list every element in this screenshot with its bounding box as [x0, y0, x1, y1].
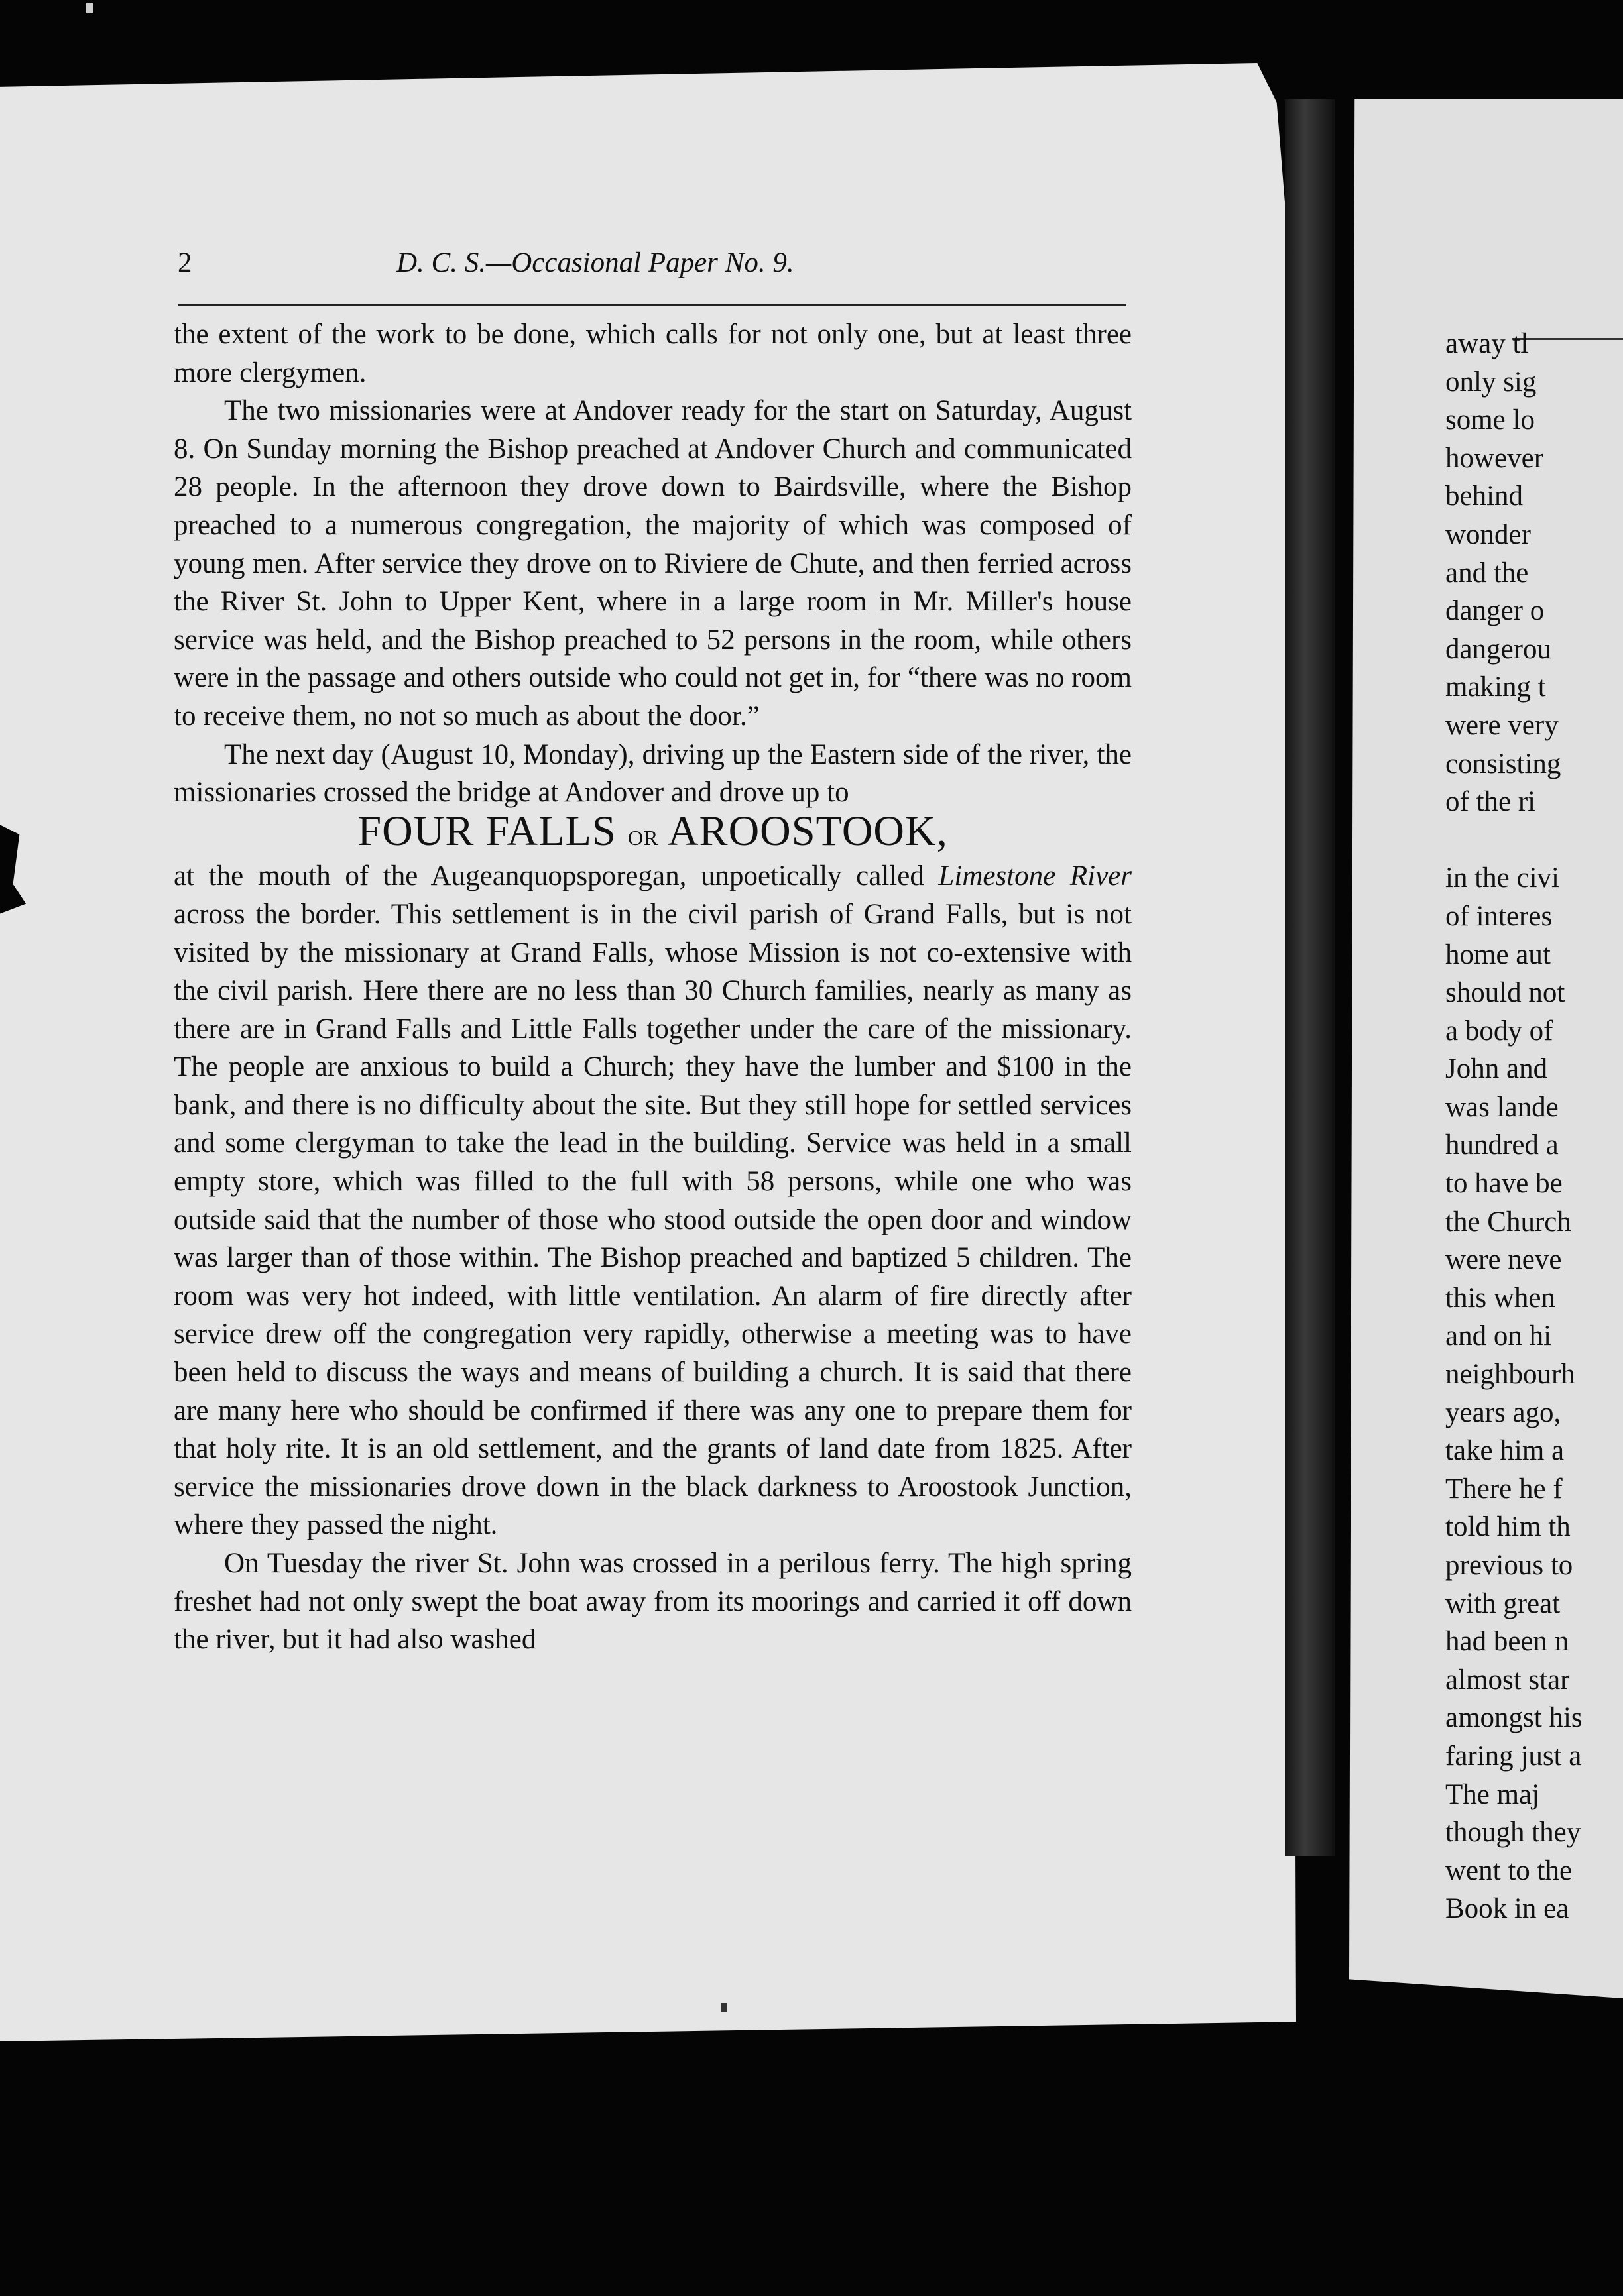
right-page-line: with great — [1445, 1587, 1561, 1619]
right-page-line: Book in ea — [1445, 1893, 1569, 1925]
right-page-line: this when — [1445, 1282, 1556, 1314]
paragraph-andover: The two missionaries were at Andover ready for the start on Saturday, August 8. On Sunday morning the Bishop preached at Andover Church and communicated 28 people. In the afternoon they drove down to Bairdsville, where the Bishop preached to a numerous congregation, the majority of which was composed of young men. After service they drove on to Riviere de Chute, and then ferried across the River St. John to Upper Kent, where in a large room in Mr. Miller's house service was held, and the Bishop preached to 52 persons in the room, while others were in the passage and others outside who could not get in, for “there was no room to receive them, no not so much as about the door.” — [174, 395, 1132, 732]
right-page-line: home aut — [1445, 939, 1551, 970]
right-page-line: some lo — [1445, 404, 1535, 436]
right-page-line: neighbourh — [1445, 1359, 1575, 1391]
right-page-line: danger o — [1445, 595, 1545, 627]
right-page-line: should not — [1445, 977, 1565, 1009]
running-title: D. C. S.—Occasional Paper No. 9. — [396, 247, 794, 278]
right-page-line: though they — [1445, 1817, 1581, 1849]
right-page-line: The maj — [1445, 1778, 1540, 1810]
right-page-line: and on hi — [1445, 1320, 1552, 1352]
right-page-line: a body of — [1445, 1015, 1553, 1047]
right-page-line: take him a — [1445, 1435, 1565, 1467]
heading-part-1: FOUR FALLS — [357, 807, 617, 854]
paragraph-tuesday: On Tuesday the river St. John was crossed in a perilous ferry. The high spring freshet had not only swept the boat away from its moorings and carried it off down the river, but it had also washed — [174, 1548, 1132, 1656]
right-page-line: however — [1445, 442, 1544, 474]
right-page-text — [1445, 325, 1623, 1928]
right-page-line: told him th — [1445, 1511, 1571, 1543]
right-page-line: was lande — [1445, 1091, 1559, 1123]
right-page-line: of interes — [1445, 900, 1553, 932]
heading-conjunction: OR — [627, 825, 659, 850]
right-page-line: were neve — [1445, 1244, 1562, 1276]
page-number: 2 — [178, 247, 192, 278]
header-rule — [178, 304, 1126, 306]
paragraph-lead: at the mouth of the Augeanquopsporegan, unpoetically called — [174, 860, 939, 892]
right-page-line: consisting — [1445, 748, 1561, 779]
right-page-line: and the — [1445, 557, 1529, 589]
right-page-line: John and — [1445, 1053, 1548, 1085]
paragraph-continuation: the extent of the work to be done, which calls for not only one, but at least three more clergymen. — [174, 319, 1132, 388]
right-page-line: wonder — [1445, 518, 1531, 550]
right-page-block-1 — [1445, 325, 1623, 821]
running-head — [178, 247, 1126, 284]
right-page-line: the Church — [1445, 1206, 1571, 1237]
heading-part-2: AROOSTOOK, — [667, 807, 948, 854]
right-page-line: had been n — [1445, 1626, 1569, 1658]
right-page-line: only sig — [1445, 366, 1537, 398]
section-heading — [174, 807, 1132, 858]
right-page-line: were very — [1445, 709, 1559, 741]
right-page-line: of the ri — [1445, 786, 1536, 818]
paragraph-rest: across the border. This settlement is in the civil parish of Grand Falls, but is not visited by the missionary at Grand Falls, whose Mission is not co-extensive with the civil parish. Here there are no less than 30 Church families, nearly as many as there are in Grand Falls and Little Falls together under the care of the missionary. The people are anxious to build a Church; they have the lumber and $100 in the bank, and there is no difficulty about the site. But they still hope for settled services and some clergyman to take the lead in the building. Service was held in a small empty store, which was filled to the full with 58 persons, while one who was outside said that the number of those who stood outside the open door and window was larger than of those within. The Bishop preached and baptized 5 children. The room was very hot indeed, with little ventilation. An alarm of fire directly after service drew off the congregation very rapidly, otherwise a meeting was to have been held to discuss the ways and means of building a church. It is said that there are many here who should be confirmed if there was any one to prepare them for that holy rite. It is an old settlement, and the grants of land date from 1825. After service the missionaries drove down in the black darkness to Aroostook Junction, where they passed the night. — [174, 898, 1132, 1541]
right-page-line: faring just a — [1445, 1740, 1582, 1772]
right-page-line: dangerou — [1445, 633, 1551, 665]
paragraph-next-day: The next day (August 10, Monday), driving up the Eastern side of the river, the missionaries crossed the bridge at Andover and drove up to — [174, 738, 1132, 809]
right-page-line: went to the — [1445, 1855, 1573, 1886]
right-page-line: almost star — [1445, 1664, 1570, 1695]
right-page-line: previous to — [1445, 1550, 1573, 1581]
right-page-line: away tl — [1445, 328, 1529, 359]
right-page-gap — [1445, 821, 1623, 860]
right-page-line: hundred a — [1445, 1129, 1559, 1161]
paragraph-four-falls — [174, 857, 1132, 1544]
scan-mark — [86, 3, 93, 13]
right-page-line: to have be — [1445, 1168, 1563, 1200]
right-page-line: years ago, — [1445, 1397, 1561, 1428]
right-page-block-2 — [1445, 859, 1623, 1928]
right-page-line: amongst his — [1445, 1702, 1583, 1734]
right-page-line: making t — [1445, 671, 1546, 703]
page-speck — [721, 2003, 727, 2012]
right-page-line: in the civi — [1445, 862, 1559, 894]
book-spine — [1285, 99, 1335, 1856]
right-page-line: behind — [1445, 481, 1524, 512]
main-text-column — [174, 316, 1132, 1659]
right-page-line: There he f — [1445, 1473, 1563, 1505]
river-name-italic: Limestone River — [938, 860, 1132, 892]
